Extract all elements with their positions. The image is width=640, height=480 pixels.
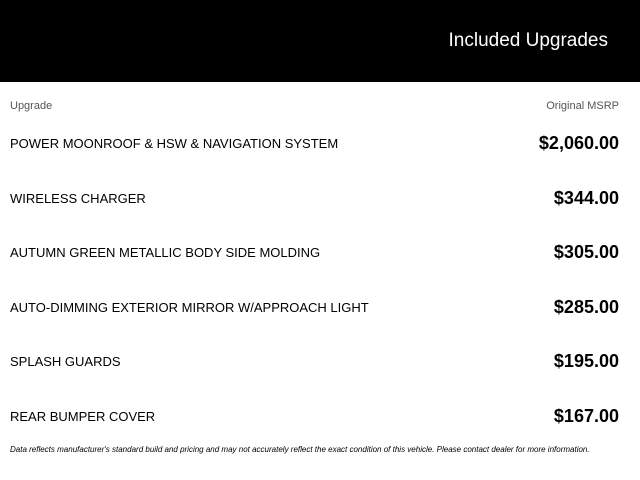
list-item xyxy=(10,338,619,393)
list-item xyxy=(10,284,619,339)
upgrade-list xyxy=(10,120,619,447)
upgrade-price: $2,060.00 xyxy=(538,133,619,153)
list-item xyxy=(10,175,619,230)
page-title: Included Upgrades xyxy=(448,30,608,51)
upgrade-price: $344.00 xyxy=(553,187,619,208)
disclaimer-text: Data reflects manufacturer's standard build and pricing and may not accurately reflect the exact condition of this vehicle. Please contact dealer for more information. xyxy=(10,445,590,454)
header-bar xyxy=(0,0,640,82)
upgrade-price: $167.00 xyxy=(553,405,619,426)
upgrade-name: WIRELESS CHARGER xyxy=(10,190,146,206)
upgrade-name: POWER MOONROOF & HSW & NAVIGATION SYSTEM xyxy=(10,136,339,151)
column-header-upgrade: Upgrade xyxy=(10,100,53,112)
upgrade-name: AUTUMN GREEN METALLIC BODY SIDE MOLDING xyxy=(10,245,321,260)
upgrade-name: AUTO-DIMMING EXTERIOR MIRROR W/APPROACH LIGHT xyxy=(10,299,369,315)
column-headers xyxy=(10,100,619,114)
list-item xyxy=(10,229,619,284)
upgrade-price: $195.00 xyxy=(553,351,619,371)
list-item xyxy=(10,393,619,448)
upgrade-name: SPLASH GUARDS xyxy=(10,354,121,369)
list-item xyxy=(10,120,619,175)
upgrade-price: $285.00 xyxy=(553,296,619,317)
upgrade-price: $305.00 xyxy=(553,242,619,262)
column-header-msrp: Original MSRP xyxy=(546,100,619,112)
upgrade-name: REAR BUMPER COVER xyxy=(10,408,156,424)
